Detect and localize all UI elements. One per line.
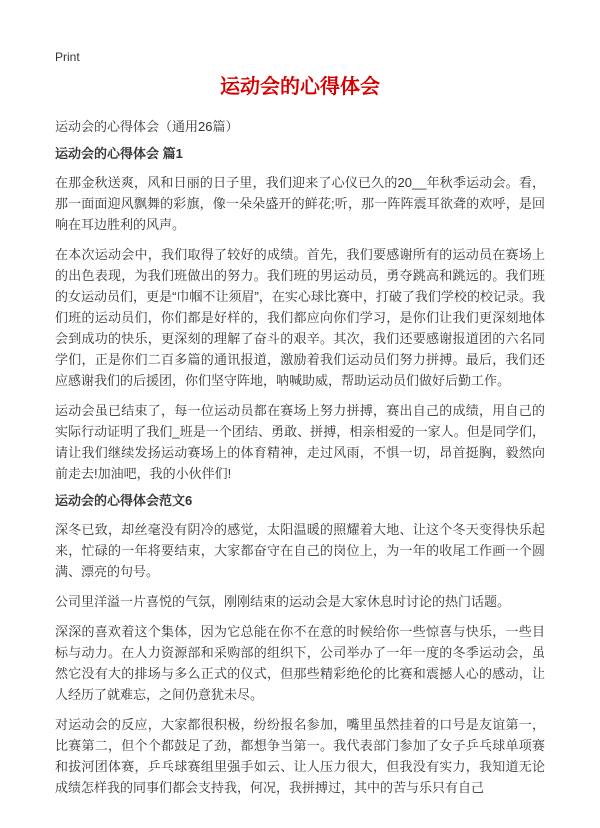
paragraph: 在那金秋送爽，风和日丽的日子里，我们迎来了心仪已久的20__年秋季运动会。看，那一面面迎风飘舞的彩旗，像一朵朵盛开的鲜花;听，那一阵阵震耳欲聋的欢呼，是回响在耳边胜利的风声。 (55, 175, 545, 232)
paragraph: 对运动会的反应，大家都很积极，纷纷报名参加，嘴里虽然挂着的口号是友谊第一，比赛第二，但个个都鼓足了劲，都想争当第一。我代表部门参加了女子乒乓球单项赛和拔河团体赛，乒乓球赛组里强手如云、让人压力很大，但我没有实力，我知道无论成绩怎样我的同事们都会支持我，何况，我拼搏过，其中的苦与乐只有自己 (55, 717, 545, 795)
print-link[interactable]: Print (55, 50, 80, 64)
section-2 (55, 493, 545, 798)
doc-subtitle: 运动会的心得体会（通用26篇） (55, 119, 239, 134)
paragraph: 在本次运动会中，我们取得了较好的成绩。首先，我们要感谢所有的运动员在赛场上的出色表现，为我们班做出的努力。我们班的男运动员，勇夺跳高和跳远的。我们班的女运动员们，更是“巾帼不让须眉”，在实心球比赛中，打破了我们学校的校记录。我们班的运动员们，你们都是好样的，我们都应向你们学习，是你们让我们更深刻地体会到成功的快乐，更深刻的理解了奋斗的艰辛。其次，我们还要感谢报道团的六名同学们，正是你们二百多篇的通讯报道，激励着我们运动员们努力拼搏。最后，我们还应感谢我们的后援团，你们坚守阵地，呐喊助威，帮助运动员们做好后勤工作。 (55, 247, 545, 388)
paragraph: 公司里洋溢一片喜悦的气氛，刚刚结束的运动会是大家休息时讨论的热门话题。 (55, 594, 511, 609)
section-1 (55, 146, 545, 484)
section-1-heading: 运动会的心得体会 篇1 (55, 146, 183, 161)
page-title: 运动会的心得体会 (220, 76, 380, 98)
paragraph: 深深的喜欢着这个集体，因为它总能在你不在意的时候给你一些惊喜与快乐，一些目标与动力。在人力资源部和采购部的组织下，公司举办了一年一度的冬季运动会，虽然它没有大的排场与多么正式的仪式，但那些精彩绝伦的比赛和震撼人心的感动，让人经历了就难忘，之间仍意犹未尽。 (55, 624, 545, 702)
paragraph: 运动会虽已结束了，每一位运动员都在赛场上努力拼搏，赛出自己的成绩，用自己的实际行动证明了我们_班是一个团结、勇敢、拼搏，相亲相爱的一家人。但是同学们，请让我们继续发扬运动赛场上的体育精神，走过风雨，不惧一切，昂首挺胸，毅然向前走去!加油吧，我的小伙伴们! (55, 403, 545, 481)
section-2-heading: 运动会的心得体会范文6 (55, 493, 193, 508)
paragraph: 深冬已致，却丝毫没有阴冷的感觉，太阳温暖的照耀着大地、让这个冬天变得快乐起来，忙碌的一年将要结束，大家都奋守在自己的岗位上，为一年的收尾工作画一个圆满、漂亮的句号。 (55, 522, 545, 579)
